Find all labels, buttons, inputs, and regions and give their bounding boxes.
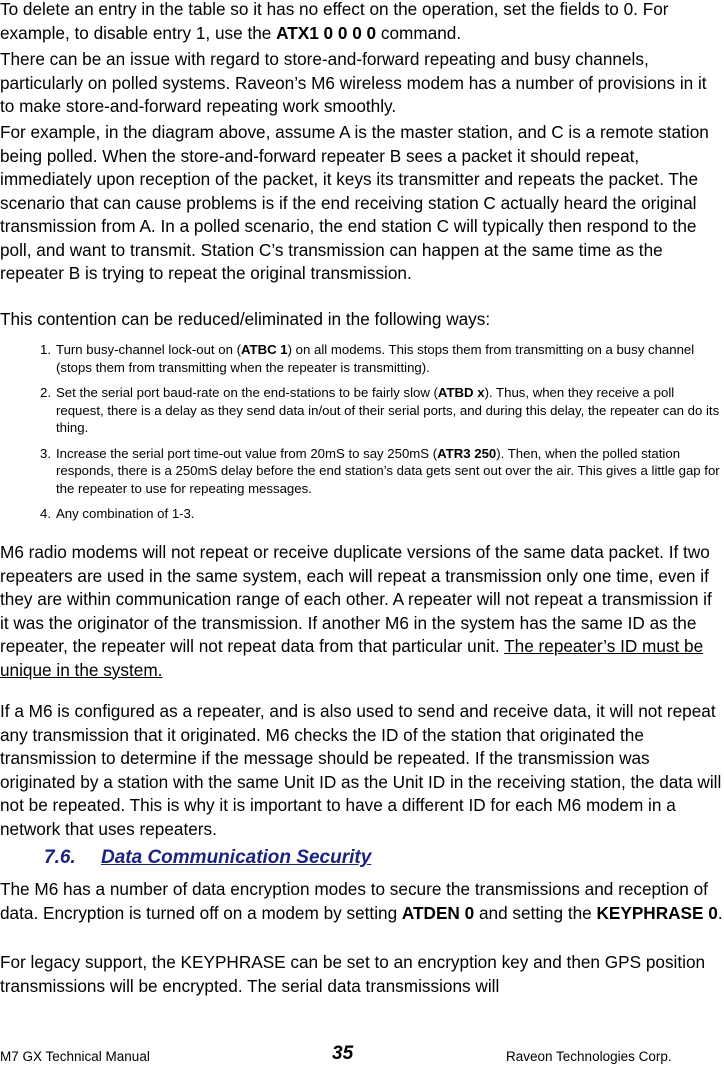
paragraph-text: and setting the (474, 902, 597, 923)
command-atden: ATDEN 0 (401, 902, 475, 923)
section-heading (44, 845, 371, 871)
list-text: Turn busy-channel lock-out on ( (56, 342, 241, 357)
paragraph-legacy-support: For legacy support, the KEYPHRASE can be set to an encryption key and then GPS position transmissions will be encrypted. The serial data transmissions will (0, 952, 706, 996)
section-title: Data Communication Security (101, 847, 372, 868)
paragraph-repeater-config: If a M6 is configured as a repeater, and is also used to send and receive data, it will not repeat any transmission that it originated. M6 checks the ID of the station that originated the transmission to determine if the message should be repeated. If the transmission was originated by a station with the same Unit ID as the Unit ID in the receiving station, the data will not be repeated. This is why it is important to have a different ID for each M6 modem in a network that uses repeaters. (0, 701, 722, 839)
paragraph-duplicate-packets (0, 541, 724, 682)
paragraph-text: To delete an entry in the table so it has no effect on the operation, set the fields to 0. For example, to disable entry 1, use the (0, 0, 669, 43)
command-keyphrase: KEYPHRASE 0 (596, 902, 718, 923)
command-atbd: ATBD x (437, 385, 485, 400)
section-number: 7.6. (44, 847, 76, 868)
list-item (40, 384, 724, 437)
command-atr3: ATR3 250 (437, 445, 497, 461)
paragraph-text: command. (376, 22, 462, 43)
contention-list (40, 341, 724, 531)
list-number: 1. (40, 342, 51, 357)
paragraph-encryption-modes (0, 878, 724, 925)
paragraph-delete-entry (0, 0, 724, 45)
list-text: ). Thus, when they receive a poll request, there is a delay as they send data in/out of their serial ports, and during this delay, the repeater can do its thing. (56, 385, 720, 435)
command-atx1: ATX1 0 0 0 0 (276, 22, 377, 43)
list-item (40, 445, 724, 498)
list-text: Set the serial port baud-rate on the end-stations to be fairly slow ( (56, 385, 438, 400)
list-text: Any combination of 1-3. (56, 506, 195, 521)
list-number: 3. (40, 445, 51, 461)
paragraph-busy-channels: There can be an issue with regard to store-and-forward repeating and busy channels, particularly on polled systems. Raveon’s M6 wireless modem has a number of provisions in it to make store-and-forward repeating work smoothly. (0, 49, 707, 116)
list-item (40, 341, 724, 376)
list-item (40, 505, 724, 523)
paragraph-text: M6 radio modems will not repeat or receive duplicate versions of the same data packet. If two repeaters are used in the same system, each will repeat a transmission only one time, even if they are within communication range of each other. A repeater will not repeat a transmission if it was the originator of the transmission. If another M6 in the system has the same ID as the repeater, the repeater will not repeat data from that particular unit. (0, 542, 712, 656)
paragraph-contention: This contention can be reduced/eliminated in the following ways: (0, 309, 491, 329)
list-number: 2. (40, 385, 51, 400)
footer-manual-title: M7 GX Technical Manual (0, 1049, 150, 1064)
paragraph-text: The M6 has a number of data encryption modes to secure the transmissions and reception of data. Encryption is turned off on a modem by setting (0, 879, 708, 923)
footer-page-number: 35 (332, 1043, 354, 1064)
list-text: Increase the serial port time-out value from 20mS to say 250mS ( (56, 445, 438, 461)
list-number: 4. (40, 506, 51, 521)
paragraph-example-diagram: For example, in the diagram above, assume A is the master station, and C is a remote station being polled. When the store-and-forward repeater B sees a packet it should repeat, immediately upon reception of the packet, it keys its transmitter and repeats the packet. The scenario that can cause problems is if the end receiving station C actually heard the original transmission from A. In a polled scenario, the end station C will typically then respond to the poll, and want to transmit. Station C’s transmission can happen at the same time as the repeater B is trying to repeat the original transmission. (0, 122, 709, 283)
repeater-id-note: The repeater’s ID must be unique in the system. (0, 636, 704, 680)
page-footer (0, 1043, 724, 1067)
paragraph-text: . (717, 902, 723, 923)
list-text: ) on all modems. This stops them from transmitting on a busy channel (stops them from transmitting when the repeater is transmitting). (56, 342, 695, 375)
command-atbc: ATBC 1 (240, 342, 288, 357)
footer-company: Raveon Technologies Corp. (506, 1049, 672, 1064)
list-text: ). Then, when the polled station responds, there is a 250mS delay before the end station’s data gets sent out over the air. This gives a little gap for the repeater to use for repeating messages. (56, 445, 720, 496)
